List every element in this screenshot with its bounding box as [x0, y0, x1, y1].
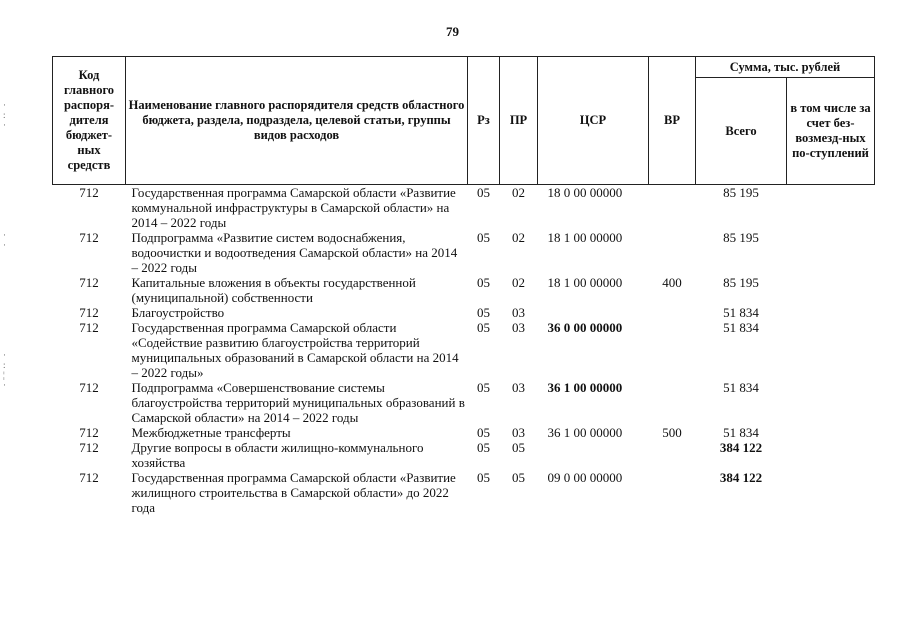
cell-grants	[787, 440, 875, 470]
cell-total: 384 122	[719, 470, 763, 485]
cell-vr	[649, 185, 696, 231]
cell-csr	[538, 440, 649, 470]
header-name: Наименование главного распорядителя средств областного бюджета, раздела, подраздела, целевой статьи, группы видов расходов	[126, 57, 468, 185]
cell-total: 85 195	[723, 230, 759, 245]
cell-csr: 18 0 00 00000	[547, 185, 623, 200]
cell-csr	[538, 305, 649, 320]
cell-vr	[649, 305, 696, 320]
cell-grants	[787, 320, 875, 380]
cell-total: 51 834	[723, 305, 759, 320]
cell-grants	[787, 380, 875, 425]
cell-rz: 05	[477, 230, 490, 245]
cell-vr	[649, 320, 696, 380]
cell-rz: 05	[477, 185, 490, 200]
table-body	[53, 185, 875, 516]
cell-name: Подпрограмма «Совершенствование системы благоустройства территорий муниципальных образований в Самарской области» на 2014 – 2022 годы	[131, 380, 465, 425]
header-total: Всего	[696, 78, 787, 185]
cell-pr: 02	[512, 230, 525, 245]
margin-mark: · : ¦ ·	[3, 350, 6, 390]
cell-csr: 36 0 00 00000	[547, 320, 623, 335]
cell-rz: 05	[477, 470, 490, 485]
cell-total: 51 834	[723, 380, 759, 395]
cell-name: Другие вопросы в области жилищно-коммунального хозяйства	[131, 440, 424, 470]
cell-code: 712	[79, 470, 99, 485]
table-row	[53, 320, 875, 380]
cell-name: Государственная программа Самарской области «Развитие коммунальной инфраструктуры в Самарской области» на 2014 – 2022 годы	[131, 185, 456, 230]
cell-name: Подпрограмма «Развитие систем водоснабжения, водоочистки и водоотведения Самарской области» на 2014 – 2022 годы	[131, 230, 458, 275]
cell-grants	[787, 470, 875, 515]
cell-rz: 05	[477, 320, 490, 335]
cell-total: 51 834	[723, 425, 759, 440]
header-code: Код главного распоря-дителя бюджет-ных средств	[53, 57, 126, 185]
cell-pr: 03	[512, 320, 525, 335]
cell-code: 712	[79, 440, 99, 455]
cell-pr: 05	[512, 470, 525, 485]
table-row	[53, 305, 875, 320]
cell-code: 712	[79, 380, 99, 395]
page-number: 79	[446, 24, 459, 39]
header-rz: Рз	[468, 57, 500, 185]
cell-code: 712	[79, 305, 99, 320]
table-row	[53, 185, 875, 231]
cell-vr	[649, 470, 696, 515]
cell-name: Государственная программа Самарской области «Содействие развитию благоустройства территорий муниципальных образований в Самарской области на 2014 – 2022 годы»	[131, 320, 459, 380]
cell-name: Межбюджетные трансферты	[131, 425, 291, 440]
cell-pr: 03	[512, 380, 525, 395]
table-row	[53, 440, 875, 470]
table-row	[53, 470, 875, 515]
table-row	[53, 275, 875, 305]
cell-grants	[787, 305, 875, 320]
cell-rz: 05	[477, 440, 490, 455]
header-csr: ЦСР	[538, 57, 649, 185]
cell-pr: 05	[512, 440, 525, 455]
cell-pr: 02	[512, 275, 525, 290]
cell-grants	[787, 230, 875, 275]
cell-name: Благоустройство	[131, 305, 225, 320]
cell-vr	[649, 230, 696, 275]
budget-table	[52, 56, 875, 515]
header-pr: ПР	[500, 57, 538, 185]
cell-code: 712	[79, 185, 99, 200]
cell-rz: 05	[477, 275, 490, 290]
cell-total: 384 122	[719, 440, 763, 455]
cell-csr: 09 0 00 00000	[547, 470, 623, 485]
header-sum: Сумма, тыс. рублей	[696, 57, 875, 78]
margin-mark: · : ·	[3, 100, 6, 130]
cell-total: 85 195	[723, 275, 759, 290]
cell-name: Капитальные вложения в объекты государственной (муниципальной) собственности	[131, 275, 416, 305]
cell-pr: 03	[512, 305, 525, 320]
cell-rz: 05	[477, 380, 490, 395]
cell-vr	[649, 440, 696, 470]
cell-total: 85 195	[723, 185, 759, 200]
cell-grants	[787, 275, 875, 305]
cell-code: 712	[79, 425, 99, 440]
cell-name: Государственная программа Самарской области «Развитие жилищного строительства в Самарской области» до 2022 года	[131, 470, 456, 515]
table-row	[53, 425, 875, 440]
cell-vr: 400	[662, 275, 682, 290]
header-vr: ВР	[649, 57, 696, 185]
cell-csr: 18 1 00 00000	[547, 275, 623, 290]
cell-vr: 500	[662, 425, 682, 440]
cell-grants	[787, 185, 875, 231]
header-grants: в том числе за счет без-возмезд-ных по-ступлений	[787, 78, 875, 185]
margin-mark: · ·	[3, 230, 6, 250]
cell-pr: 02	[512, 185, 525, 200]
cell-csr: 36 1 00 00000	[547, 380, 623, 395]
table-header	[53, 57, 875, 185]
cell-code: 712	[79, 230, 99, 245]
table-row	[53, 230, 875, 275]
cell-code: 712	[79, 320, 99, 335]
cell-rz: 05	[477, 305, 490, 320]
cell-code: 712	[79, 275, 99, 290]
cell-vr	[649, 380, 696, 425]
table-row	[53, 380, 875, 425]
cell-csr: 18 1 00 00000	[547, 230, 623, 245]
cell-total: 51 834	[723, 320, 759, 335]
cell-csr: 36 1 00 00000	[547, 425, 623, 440]
cell-pr: 03	[512, 425, 525, 440]
cell-rz: 05	[477, 425, 490, 440]
cell-grants	[787, 425, 875, 440]
